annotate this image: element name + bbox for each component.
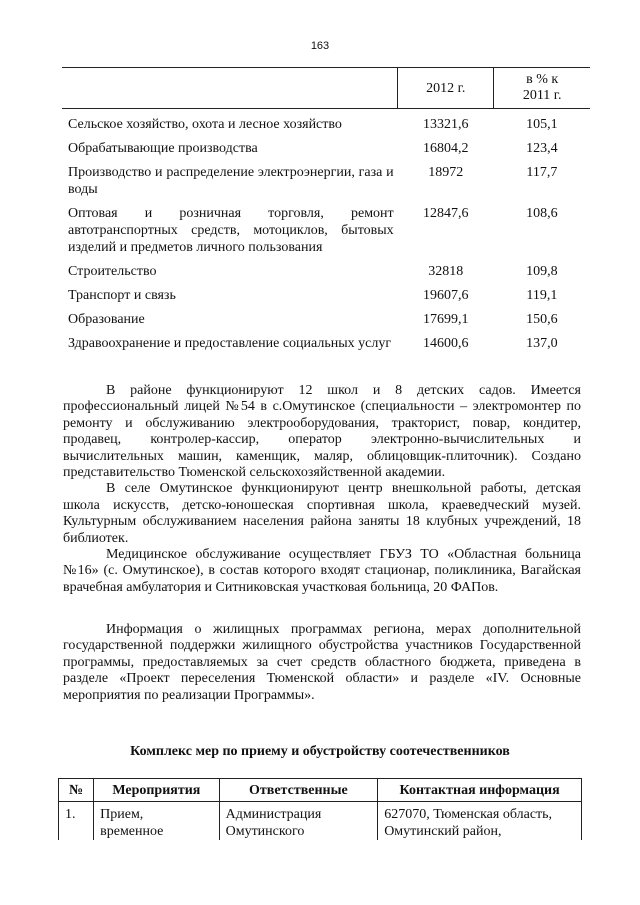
paragraph-housing: Информация о жилищных программах региона, мерах дополнительной государственной поддержки жилищного обустройства участников Государственной программы, предоставляемых за счет средств областного бюджета, приведена в разделе «Проект переселения Тюменской области» и разделе «IV. Основные мероприятия по реализации Программы». <box>63 622 581 703</box>
industry-name: Образование <box>68 312 145 327</box>
header-percent <box>494 68 590 109</box>
header-percent-line2: 2011 г. <box>522 88 562 103</box>
page-number: 163 <box>310 40 330 52</box>
table-row <box>62 287 590 311</box>
text-block-housing <box>63 622 581 704</box>
table-row <box>62 335 590 359</box>
wage-value: 12847,6 <box>423 206 469 221</box>
table-row <box>62 140 590 164</box>
section-title: Комплекс мер по приему и обустройству соотечественников <box>130 744 510 759</box>
industry-name: Сельское хозяйство, охота и лесное хозяйство <box>68 117 342 132</box>
industry-name: Обрабатывающие производства <box>68 141 258 156</box>
header-percent-line1: в % к <box>526 72 559 87</box>
row-responsible-line1: Администрация <box>225 807 322 822</box>
header-events: Мероприятия <box>94 779 219 802</box>
header-responsible: Ответственные <box>219 779 378 802</box>
table-row <box>62 205 590 263</box>
wage-percent: 109,8 <box>526 264 558 279</box>
wage-percent: 123,4 <box>526 141 558 156</box>
wage-percent: 137,0 <box>526 336 558 351</box>
wage-percent: 117,7 <box>526 165 558 180</box>
wage-value: 18972 <box>428 165 464 180</box>
table-row <box>62 164 590 205</box>
row-contact <box>378 802 582 841</box>
header-year: 2012 г. <box>398 68 494 109</box>
table-row <box>62 263 590 287</box>
paragraph-schools: В районе функционируют 12 школ и 8 детских садов. Имеется профессиональный лицей №54 в с.Омутинское (специальности – электромонтер по ремонту и обслуживанию электрооборудования, тракторист, повар, кондитер, продавец, контролер-кассир, оператор электронно-вычислительных и вычислительных машин, каменщик, маляр, облицовщик-плиточник). Создано представительство Тюменской сельскохозяйственной академии. <box>63 383 581 481</box>
paragraph-culture: В селе Омутинское функционируют центр внешкольной работы, детская школа искусств, детско-юношеская спортивная школа, краеведческий музей. Культурным обслуживанием населения района заняты 18 клубных учреждений, 18 библиотек. <box>63 481 581 546</box>
header-contact: Контактная информация <box>378 779 582 802</box>
row-event <box>94 802 219 841</box>
industry-name: Здравоохранение и предоставление социальных услуг <box>68 336 392 351</box>
row-contact-line2: Омутинский район, <box>384 824 502 839</box>
header-industry <box>62 68 398 109</box>
wage-value: 14600,6 <box>423 336 469 351</box>
wage-value: 16804,2 <box>423 141 469 156</box>
wage-value: 19607,6 <box>423 288 469 303</box>
table-row <box>59 802 582 841</box>
industry-name: Производство и распределение электроэнергии, газа и воды <box>68 165 394 197</box>
row-responsible-line2: Омутинского <box>225 824 305 839</box>
text-block-infrastructure <box>63 383 581 596</box>
row-contact-line1: 627070, Тюменская область, <box>384 807 553 822</box>
wage-percent: 105,1 <box>526 117 558 132</box>
header-number: № <box>59 779 94 802</box>
wage-percent: 108,6 <box>526 206 558 221</box>
wage-value: 13321,6 <box>423 117 469 132</box>
wage-value: 17699,1 <box>423 312 469 327</box>
row-number: 1. <box>59 802 94 841</box>
row-responsible <box>219 802 378 841</box>
wage-table <box>62 67 590 359</box>
row-event-line1: Прием, <box>100 807 144 822</box>
industry-name: Оптовая и розничная торговля, ремонт автотранспортных средств, мотоциклов, бытовых изделий и предметов личного пользования <box>68 206 394 255</box>
measures-table <box>58 778 582 840</box>
wage-value: 32818 <box>428 264 464 279</box>
wage-table-header <box>62 68 590 109</box>
paragraph-medicine: Медицинское обслуживание осуществляет ГБУЗ ТО «Областная больница №16» (с. Омутинское), в состав которого входят стационар, поликлиника, Вагайская врачебная амбулатория и Ситниковская участковая больница, 20 ФАПов. <box>63 547 581 595</box>
table-row <box>62 311 590 335</box>
industry-name: Строительство <box>68 264 157 279</box>
table-row <box>62 109 590 141</box>
industry-name: Транспорт и связь <box>68 288 176 303</box>
wage-percent: 150,6 <box>526 312 558 327</box>
measures-table-header <box>59 779 582 802</box>
row-event-line2: временное <box>100 824 164 839</box>
wage-percent: 119,1 <box>526 288 558 303</box>
